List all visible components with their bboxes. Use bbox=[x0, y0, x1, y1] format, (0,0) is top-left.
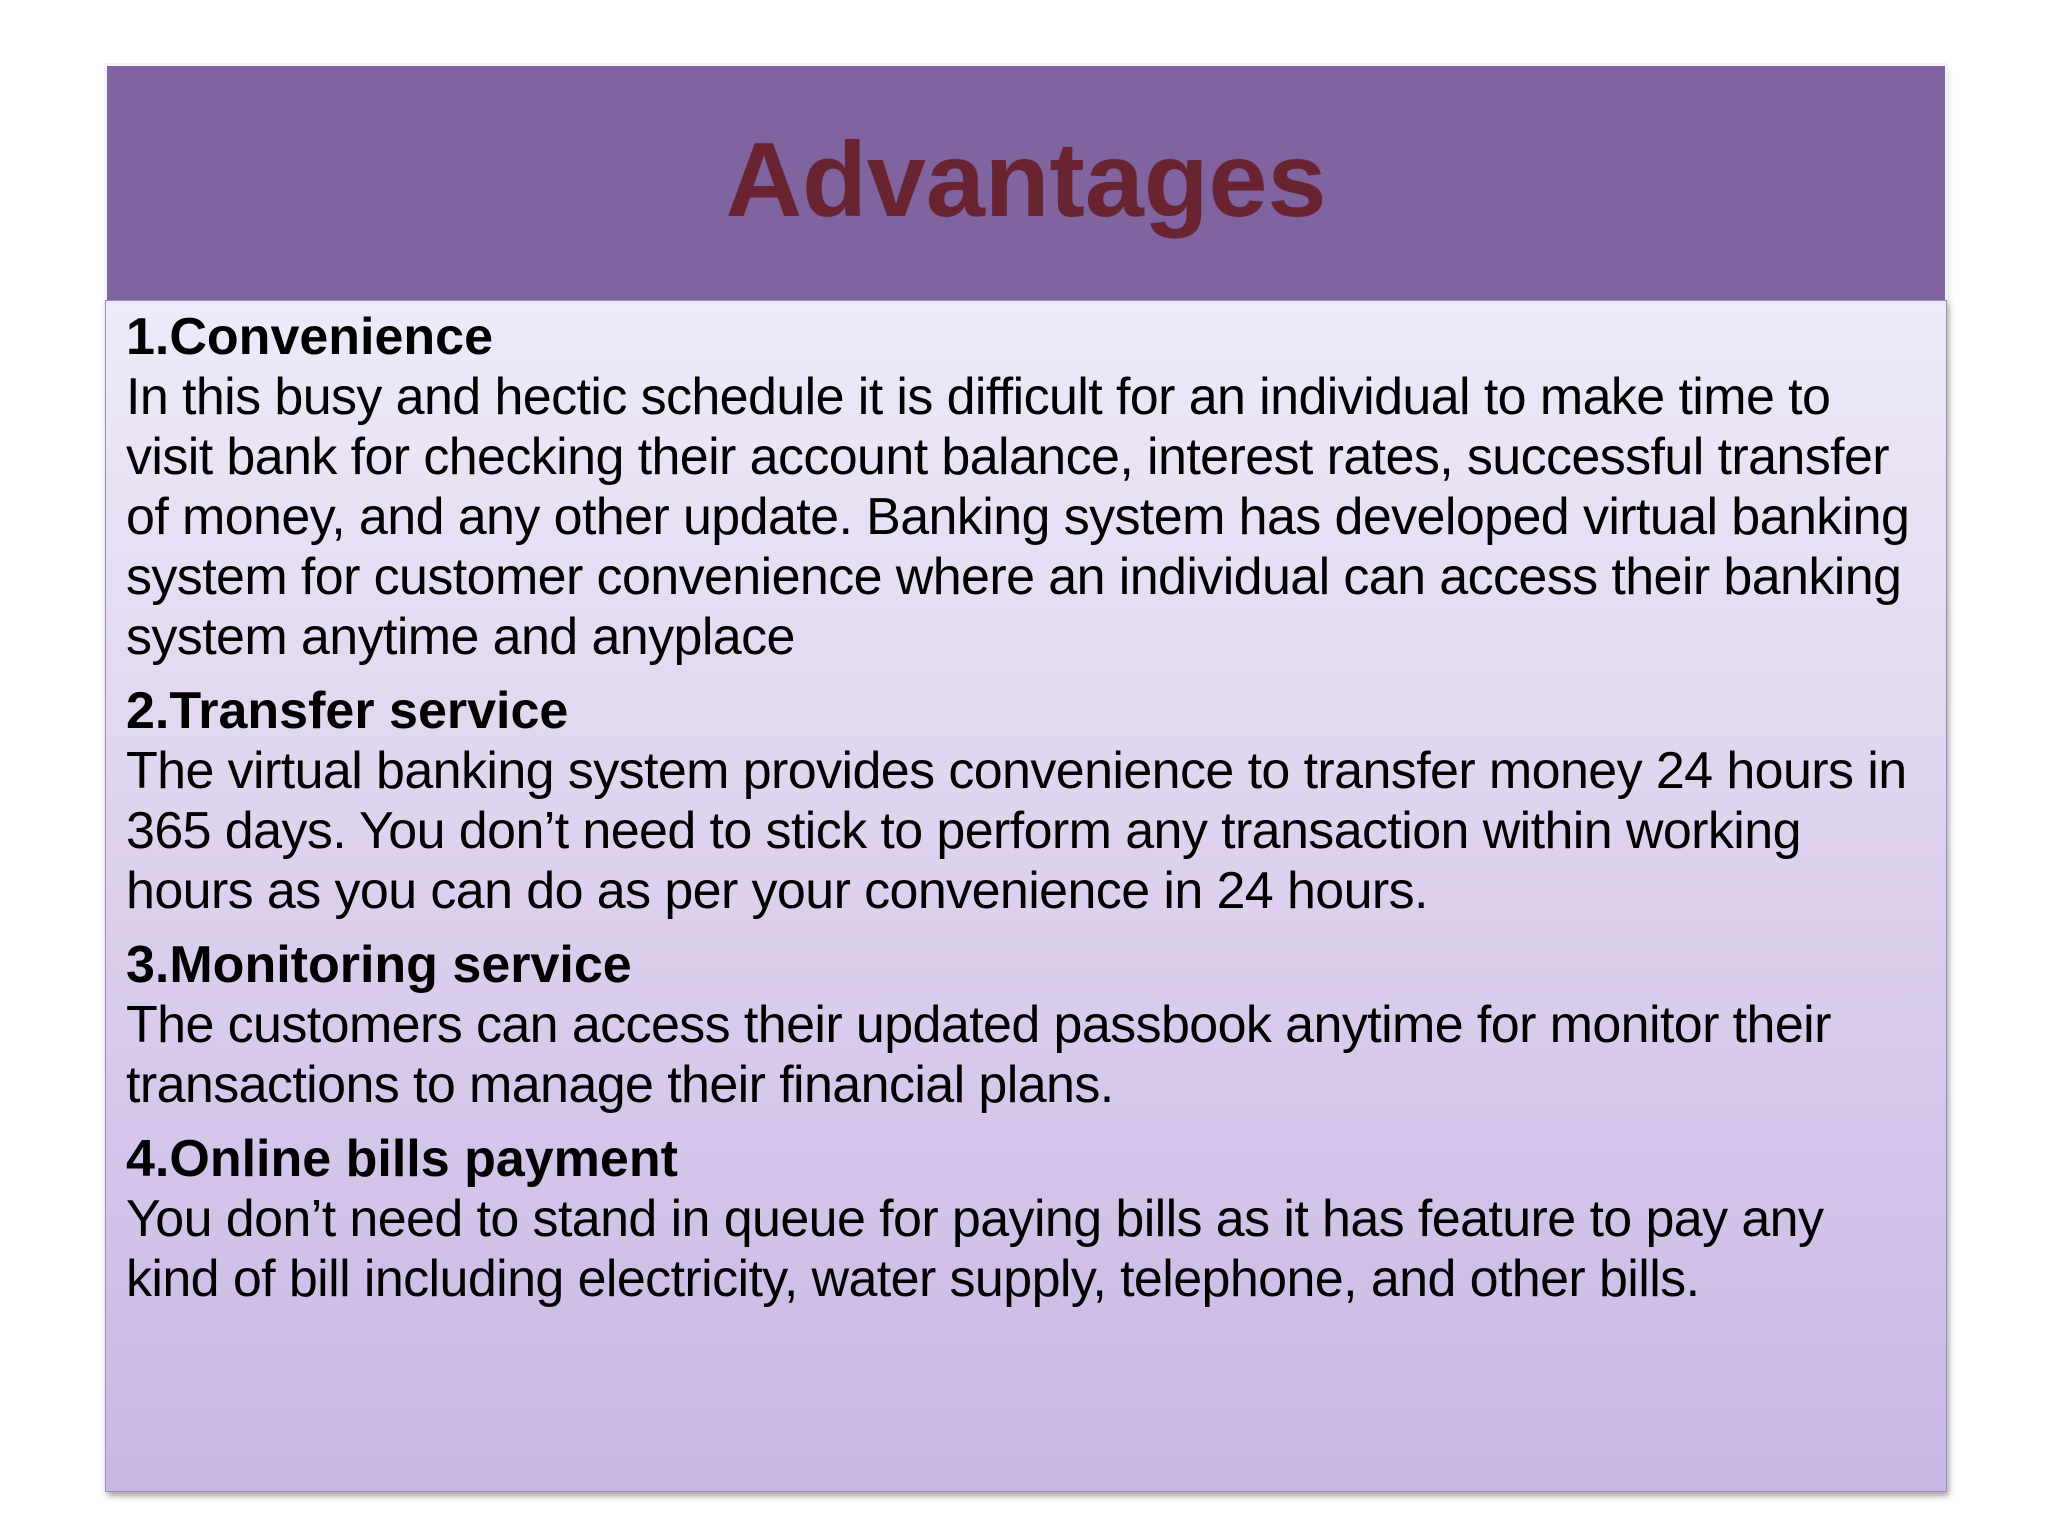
advantage-description: The virtual banking system provides convenience to transfer money 24 hours in 365 days. You don’t need to stick to perform any transaction within working hours as you can do as per your convenience in 24 hours. bbox=[126, 742, 1907, 920]
advantage-item bbox=[126, 307, 1926, 667]
advantage-heading: 4.Online bills payment bbox=[126, 1130, 678, 1188]
advantage-heading: 2.Transfer service bbox=[126, 682, 569, 740]
content-panel bbox=[105, 300, 1947, 1492]
slide-title: Advantages bbox=[725, 120, 1327, 239]
advantage-description: The customers can access their updated passbook anytime for monitor their transactions to manage their financial plans. bbox=[126, 996, 1831, 1114]
advantage-item bbox=[126, 681, 1926, 921]
advantage-heading: 1.Convenience bbox=[126, 308, 494, 366]
advantage-heading: 3.Monitoring service bbox=[126, 936, 632, 994]
advantage-description: You don’t need to stand in queue for paying bills as it has feature to pay any kind of bill including electricity, water supply, telephone, and other bills. bbox=[126, 1190, 1824, 1308]
advantage-item bbox=[126, 935, 1926, 1115]
title-banner bbox=[107, 66, 1945, 302]
advantage-item bbox=[126, 1129, 1926, 1309]
advantage-description: In this busy and hectic schedule it is difficult for an individual to make time to visit bank for checking their account balance, interest rates, successful transfer of money, and any other update. Banking system has developed virtual banking system for customer convenience where an individual can access their banking system anytime and anyplace bbox=[126, 368, 1910, 666]
